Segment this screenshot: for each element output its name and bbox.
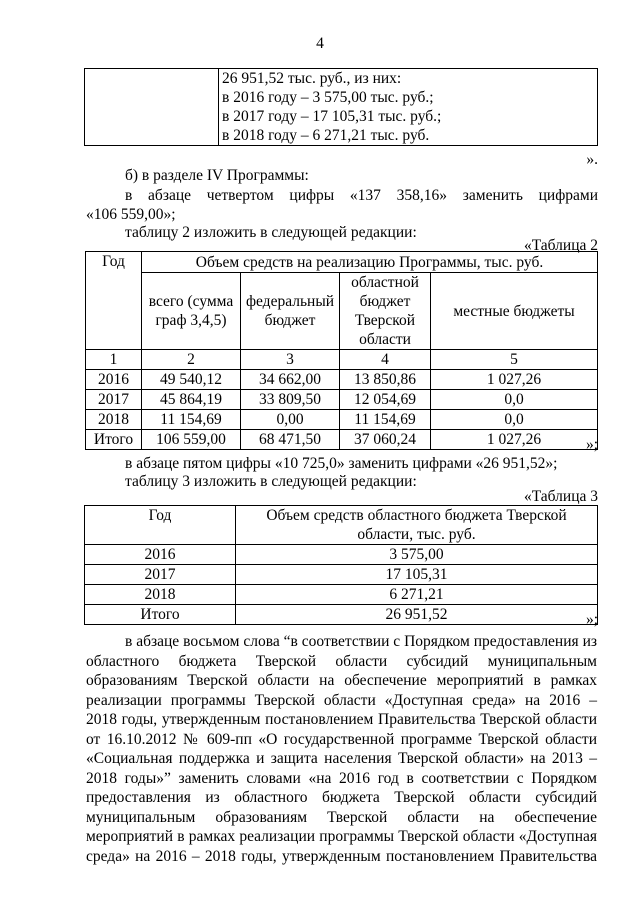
paragraph-line: в абзаце четвертом цифры «137 358,16» заменить цифрами bbox=[125, 187, 598, 204]
table-cell: 5 bbox=[431, 350, 598, 370]
header-year: Год bbox=[86, 252, 142, 350]
paragraph-line: в абзаце восьмом слова “в соответствии с Порядком предоставления из bbox=[125, 633, 597, 650]
funding-line: в 2017 году – 17 105,31 тыс. руб.; bbox=[222, 108, 442, 125]
table-header-row bbox=[86, 252, 598, 273]
table-cell: 37 060,24 bbox=[340, 430, 431, 450]
table-cell: 68 471,50 bbox=[241, 430, 340, 450]
table-row bbox=[86, 410, 598, 430]
table-cell: 2 bbox=[142, 350, 241, 370]
table-cell: 1 bbox=[86, 350, 142, 370]
table3-intro: таблицу 3 изложить в следующей редакции: bbox=[125, 473, 417, 490]
header-value: Объем средств областного бюджета Тверской области, тыс. руб. bbox=[236, 506, 598, 545]
table-cell: 2016 bbox=[86, 370, 142, 390]
table-row bbox=[85, 69, 598, 146]
table-cell: 2016 bbox=[85, 545, 236, 565]
table-cell: 17 105,31 bbox=[236, 565, 598, 585]
table-cell: Итого bbox=[85, 605, 236, 625]
program-funding-table bbox=[85, 251, 598, 450]
table-cell: 49 540,12 bbox=[142, 370, 241, 390]
funding-line: 26 951,52 тыс. руб., из них: bbox=[222, 70, 402, 87]
table-cell: 26 951,52 bbox=[236, 605, 598, 625]
paragraph-line: «Социальная поддержка и защита населения Тверской области» на 2013 – bbox=[86, 750, 597, 767]
table-row bbox=[86, 370, 598, 390]
table2-caption: «Таблица 2 bbox=[523, 237, 598, 254]
paragraph-line: областного бюджета Тверской области субсидий муниципальным bbox=[86, 652, 597, 670]
table-cell: 3 575,00 bbox=[236, 545, 598, 565]
paragraph-line: «106 559,00»; bbox=[86, 206, 176, 223]
table-cell: Итого bbox=[86, 430, 142, 450]
table-cell-funding bbox=[219, 69, 598, 146]
paragraph-line: в абзаце пятом цифры «10 725,0» заменить цифрами «26 951,52»; bbox=[125, 455, 558, 472]
paragraph-line: мероприятий в рамках реализации программы Тверской области «Доступная bbox=[86, 828, 597, 845]
paragraph-line: 2018 годы»” заменить словами «на 2016 год в соответствии с Порядком bbox=[86, 769, 597, 787]
header-group: Объем средств на реализацию Программы, тыс. руб. bbox=[142, 252, 598, 273]
funding-summary-table bbox=[84, 68, 598, 146]
paragraph-line: муниципальным образованиям Тверской области на обеспечение bbox=[86, 808, 597, 826]
table-cell: 1 027,26 bbox=[431, 370, 598, 390]
funding-line: в 2018 году – 6 271,21 тыс. руб. bbox=[222, 127, 430, 144]
table-row bbox=[86, 350, 598, 370]
table-row bbox=[85, 585, 598, 605]
section-heading: б) в разделе IV Программы: bbox=[125, 167, 309, 184]
header-year: Год bbox=[85, 506, 236, 545]
closing-quote: »; bbox=[585, 436, 598, 453]
table-cell: 0,0 bbox=[431, 390, 598, 410]
paragraph-line: от 16.10.2012 № 609-пп «О государственной программе Тверской области bbox=[86, 730, 597, 748]
table-row bbox=[86, 390, 598, 410]
table-cell-empty bbox=[85, 69, 219, 146]
table-cell: 3 bbox=[241, 350, 340, 370]
paragraph-line: реализации программы Тверской области «Доступная среда» на 2016 – bbox=[86, 691, 597, 709]
table-cell: 34 662,00 bbox=[241, 370, 340, 390]
paragraph-8th bbox=[86, 632, 597, 866]
table-cell: 11 154,69 bbox=[340, 410, 431, 430]
table-row bbox=[85, 545, 598, 565]
table-cell: 33 809,50 bbox=[241, 390, 340, 410]
header-total: всего (сумма граф 3,4,5) bbox=[142, 273, 241, 350]
regional-budget-table bbox=[84, 505, 598, 625]
table-cell: 2017 bbox=[85, 565, 236, 585]
table-cell: 1 027,26 bbox=[431, 430, 598, 450]
table-cell: 2018 bbox=[86, 410, 142, 430]
table-cell: 0,00 bbox=[241, 410, 340, 430]
table-header-row bbox=[85, 506, 598, 545]
header-regional: областной бюджет Тверской области bbox=[340, 273, 431, 350]
table-cell: 2018 bbox=[85, 585, 236, 605]
table-cell: 106 559,00 bbox=[142, 430, 241, 450]
table-cell: 4 bbox=[340, 350, 431, 370]
header-local: местные бюджеты bbox=[431, 273, 598, 350]
table-cell: 11 154,69 bbox=[142, 410, 241, 430]
table3-caption: «Таблица 3 bbox=[523, 488, 598, 505]
funding-line: в 2016 году – 3 575,00 тыс. руб.; bbox=[222, 89, 434, 106]
table-cell: 6 271,21 bbox=[236, 585, 598, 605]
table-cell: 2017 bbox=[86, 390, 142, 410]
paragraph-line: образованиям Тверской области на обеспечение мероприятий в рамках bbox=[86, 672, 597, 689]
paragraph-line: среда» на 2016 – 2018 годы, утвержденным постановлением Правительства bbox=[86, 847, 597, 865]
closing-quote: ». bbox=[586, 151, 598, 168]
table-cell: 0,0 bbox=[431, 410, 598, 430]
paragraph-line: 2018 годы, утвержденным постановлением Правительства Тверской области bbox=[86, 711, 597, 728]
table2-intro: таблицу 2 изложить в следующей редакции: bbox=[125, 224, 417, 241]
table-cell: 12 054,69 bbox=[340, 390, 431, 410]
table-header-row bbox=[86, 273, 598, 350]
header-federal: федеральный бюджет bbox=[241, 273, 340, 350]
table-row bbox=[85, 565, 598, 585]
closing-quote: »; bbox=[585, 611, 598, 628]
table-cell: 13 850,86 bbox=[340, 370, 431, 390]
table-cell: 45 864,19 bbox=[142, 390, 241, 410]
paragraph-line: предоставления из областного бюджета Тверской области субсидий bbox=[86, 789, 597, 806]
page-number: 4 bbox=[316, 35, 324, 52]
